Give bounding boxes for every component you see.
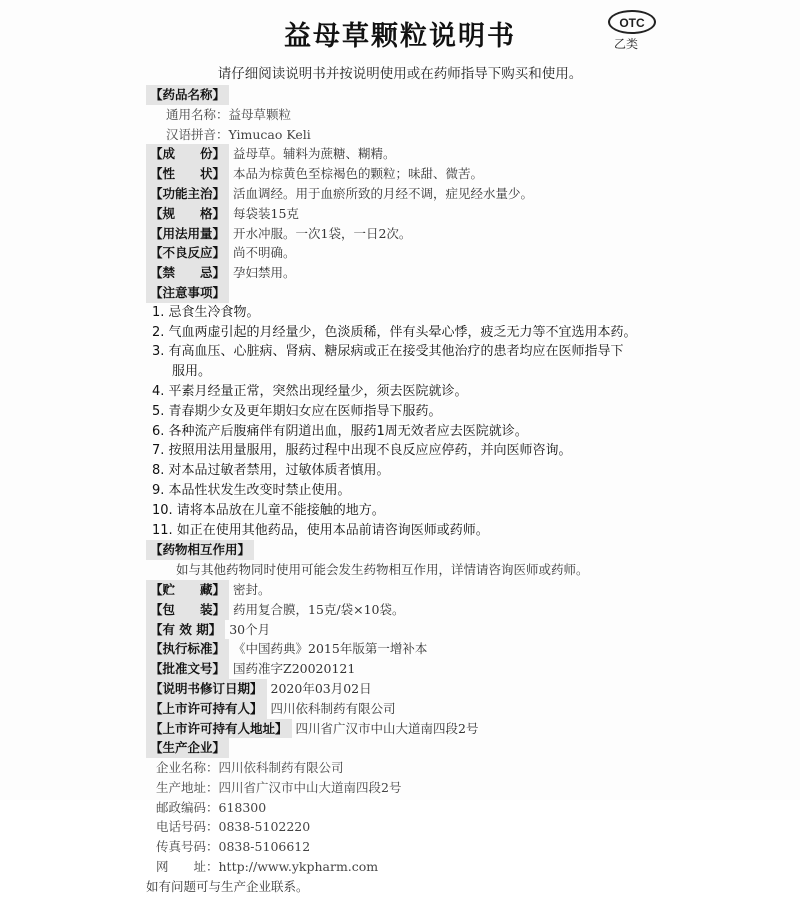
field-value: 孕妇禁用。 [233, 265, 296, 281]
precaution-item-continued: 服用。 [172, 364, 212, 380]
precaution-item: 3. 有高血压、心脏病、肾病、糖尿病或正在接受其他治疗的患者均应在医师指导下 [152, 344, 624, 360]
field-value: 密封。 [233, 581, 271, 597]
field-label: 【禁 忌】 [146, 263, 229, 283]
pinyin-name: 汉语拼音：Yimucao Keli [166, 126, 311, 142]
manufacturer-address: 生产地址：四川省广汉市中山大道南四段2号 [156, 779, 402, 795]
precaution-item: 10. 请将本品放在儿童不能接触的地方。 [152, 502, 385, 518]
interaction-text: 如与其他药物同时使用可能会发生药物相互作用，详情请咨询医师或药师。 [176, 562, 589, 578]
field-value: 四川省广汉市中山大道南四段2号 [295, 720, 479, 736]
precautions-label: 【注意事项】 [146, 283, 229, 303]
precaution-item: 4. 平素月经量正常，突然出现经量少，须去医院就诊。 [152, 383, 468, 399]
manufacturer-section [146, 738, 666, 758]
interaction-section [146, 540, 666, 560]
manufacturer-phone: 电话号码：0838-5102220 [156, 819, 311, 835]
leaflet-header [0, 0, 800, 80]
field-ingredients [146, 144, 666, 164]
precaution-item: 8. 对本品过敏者禁用，过敏体质者慎用。 [152, 463, 390, 479]
field-approval-number [146, 659, 666, 679]
field-label: 【上市许可持有人地址】 [146, 719, 292, 739]
manufacturer-label: 【生产企业】 [146, 738, 229, 758]
precaution-item: 9. 本品性状发生改变时禁止使用。 [152, 482, 351, 498]
otc-class-label: 乙类 [614, 37, 639, 51]
field-label: 【规 格】 [146, 204, 229, 224]
field-label: 【说明书修订日期】 [146, 679, 267, 699]
field-label: 【不良反应】 [146, 243, 229, 263]
field-label: 【贮 藏】 [146, 580, 229, 600]
field-license-holder [146, 699, 666, 719]
field-contraindications [146, 263, 666, 283]
precaution-item: 2. 气血两虚引起的月经量少，色淡质稀，伴有头晕心悸，疲乏无力等不宜选用本药。 [152, 324, 637, 340]
precaution-item: 1. 忌食生冷食物。 [152, 304, 260, 320]
field-value: 四川依科制药有限公司 [270, 700, 396, 716]
field-value: 开水冲服。一次1袋，一日2次。 [233, 225, 412, 241]
field-shelf-life [146, 620, 666, 640]
field-standard [146, 639, 666, 659]
field-label: 【执行标准】 [146, 639, 229, 659]
field-packaging [146, 600, 666, 620]
field-label: 【上市许可持有人】 [146, 699, 267, 719]
manufacturer-website: 网 址：http://www.ykpharm.com [156, 859, 379, 875]
drug-name-label: 【药品名称】 [146, 85, 229, 105]
field-specification [146, 204, 666, 224]
manufacturer-fax: 传真号码：0838-5106612 [156, 839, 311, 855]
field-license-holder-address [146, 719, 666, 739]
field-label: 【成 份】 [146, 144, 229, 164]
contact-footer: 如有问题可与生产企业联系。 [146, 878, 309, 894]
field-storage [146, 580, 666, 600]
manufacturer-name: 企业名称：四川依科制药有限公司 [156, 760, 344, 776]
leaflet-body [146, 85, 666, 897]
precaution-item: 6. 各种流产后腹痛伴有阴道出血，服药1周无效者应去医院就诊。 [152, 423, 528, 439]
field-label: 【包 装】 [146, 600, 229, 620]
field-value: 益母草。辅料为蔗糖、糊精。 [233, 146, 396, 162]
page-title: 益母草颗粒说明书 [284, 21, 516, 52]
precaution-item: 7. 按照用法用量服用，服药过程中出现不良反应应停药，并向医师咨询。 [152, 443, 572, 459]
precaution-item: 11. 如正在使用其他药品，使用本品前请咨询医师或药师。 [152, 522, 489, 538]
field-value: 国药准字Z20020121 [233, 661, 356, 677]
field-label: 【批准文号】 [146, 659, 229, 679]
field-adverse-reactions [146, 243, 666, 263]
field-value: 2020年03月02日 [270, 680, 372, 696]
otc-badge: OTC [608, 10, 656, 34]
field-indications [146, 184, 666, 204]
field-value: 每袋装15克 [233, 205, 299, 221]
precaution-item: 5. 青春期少女及更年期妇女应在医师指导下服药。 [152, 403, 442, 419]
field-label: 【性 状】 [146, 164, 229, 184]
field-value: 药用复合膜，15克/袋×10袋。 [233, 601, 405, 617]
field-value: 活血调经。用于血瘀所致的月经不调，症见经水量少。 [233, 185, 534, 201]
field-revision-date [146, 679, 666, 699]
interaction-label: 【药物相互作用】 [146, 540, 254, 560]
field-label: 【用法用量】 [146, 224, 229, 244]
field-dosage [146, 224, 666, 244]
precautions-section [146, 283, 666, 303]
generic-name: 通用名称：益母草颗粒 [166, 106, 292, 122]
manufacturer-postcode: 邮政编码：618300 [156, 799, 267, 815]
field-value: 30个月 [229, 621, 271, 637]
field-label: 【有 效 期】 [146, 620, 225, 640]
field-value: 《中国药典》2015年版第一增补本 [233, 641, 428, 657]
field-value: 尚不明确。 [233, 245, 296, 261]
field-value: 本品为棕黄色至棕褐色的颗粒；味甜、微苦。 [233, 166, 484, 182]
drug-name-section [146, 85, 666, 105]
usage-notice: 请仔细阅读说明书并按说明使用或在药师指导下购买和使用。 [217, 66, 583, 82]
field-appearance [146, 164, 666, 184]
field-label: 【功能主治】 [146, 184, 229, 204]
